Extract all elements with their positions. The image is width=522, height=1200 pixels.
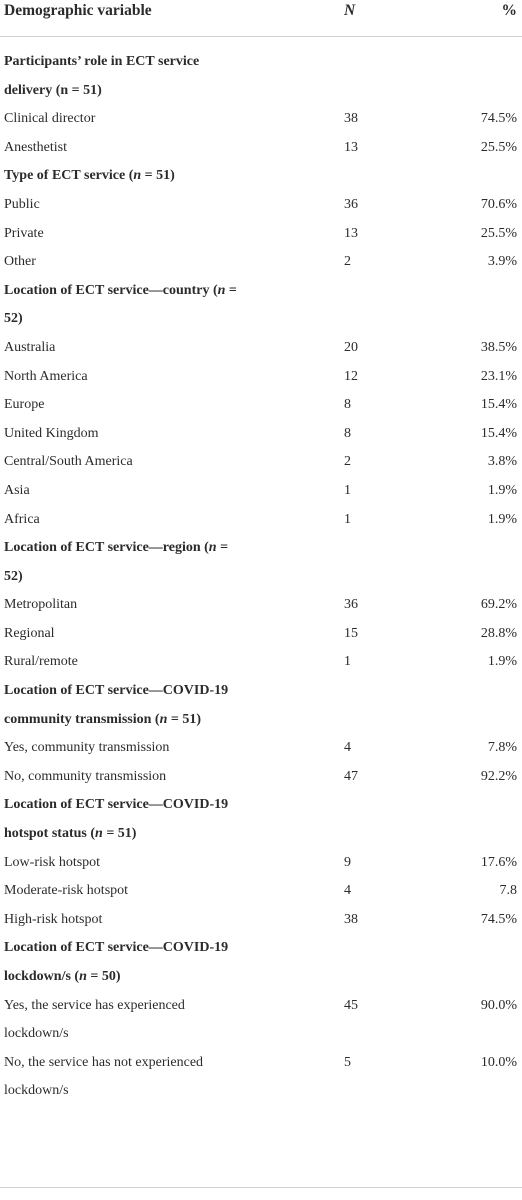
row-label — [0, 1049, 300, 1106]
row-label-text: Clinical director — [4, 111, 96, 127]
row-count: 8 — [344, 397, 351, 413]
row-count: 13 — [344, 225, 358, 241]
row-label — [0, 849, 300, 878]
section-heading-n-symbol: n — [208, 540, 217, 556]
table-row — [0, 849, 522, 878]
row-label-text: No, the service has not experienced lockdown/s — [4, 1054, 204, 1099]
row-label — [0, 877, 300, 906]
section-heading-text — [4, 48, 244, 105]
row-percent: 7.8% — [487, 740, 517, 756]
section-heading-main: Location of ECT service—COVID-19 hotspot status ( — [4, 797, 229, 842]
row-percent: 1.9% — [487, 482, 517, 498]
row-count: 1 — [344, 654, 351, 670]
table-row — [0, 334, 522, 363]
row-count: 45 — [344, 997, 358, 1013]
row-percent: 1.9% — [487, 654, 517, 670]
row-label-text: No, community transmission — [4, 768, 167, 784]
row-label-text: Yes, the service has experienced lockdown/s — [4, 997, 185, 1042]
section-heading-text — [4, 162, 300, 191]
row-percent: 23.1% — [480, 368, 517, 384]
table-row — [0, 448, 522, 477]
row-label — [0, 734, 300, 763]
table-row — [0, 992, 522, 1049]
table-row — [0, 620, 522, 649]
section-heading-row — [0, 791, 522, 848]
section-heading-main: Location of ECT service—COVID-19 community transmission ( — [4, 683, 229, 727]
row-count: 1 — [344, 482, 351, 498]
table-row — [0, 134, 522, 163]
table-row — [0, 363, 522, 392]
section-heading-row — [0, 677, 522, 734]
row-count: 2 — [344, 254, 351, 270]
row-percent: 10.0% — [480, 1054, 517, 1070]
section-heading-main: Location of ECT service—region ( — [4, 540, 209, 556]
table-header — [0, 0, 522, 37]
section-heading-text — [4, 791, 234, 848]
section-heading — [0, 677, 300, 734]
row-percent: 90.0% — [480, 997, 517, 1013]
row-label-text: Australia — [4, 339, 56, 355]
row-percent: 69.2% — [480, 597, 517, 613]
row-label — [0, 248, 300, 277]
row-label — [0, 906, 300, 935]
section-heading — [0, 534, 300, 591]
row-label-text: Yes, community transmission — [4, 740, 170, 756]
row-percent: 15.4% — [480, 425, 517, 441]
section-heading-main: Location of ECT service—country ( — [4, 282, 218, 298]
row-count: 2 — [344, 454, 351, 470]
section-heading-n-symbol: n — [95, 826, 103, 842]
row-label — [0, 648, 300, 677]
table-row — [0, 477, 522, 506]
row-label-text: High-risk hotspot — [4, 911, 103, 927]
row-count: 1 — [344, 511, 351, 527]
row-label-text: Asia — [4, 482, 30, 498]
row-label — [0, 420, 300, 449]
row-percent: 17.6% — [480, 854, 517, 870]
row-label-text: Private — [4, 225, 44, 241]
row-percent: 74.5% — [480, 911, 517, 927]
row-label — [0, 506, 300, 535]
row-label-text: United Kingdom — [4, 425, 99, 441]
row-count: 20 — [344, 339, 358, 355]
table-row — [0, 220, 522, 249]
section-heading-count: = 50) — [86, 969, 121, 984]
header-n: N — [344, 2, 356, 19]
section-heading-main: Type of ECT service ( — [4, 168, 134, 184]
section-heading-row — [0, 934, 522, 991]
header-percent: % — [501, 2, 517, 19]
table-row — [0, 648, 522, 677]
row-count: 38 — [344, 911, 358, 927]
row-label — [0, 363, 300, 392]
section-heading-row — [0, 48, 522, 105]
row-label — [0, 391, 300, 420]
row-label — [0, 334, 300, 363]
row-percent: 25.5% — [480, 225, 517, 241]
section-heading-n-symbol: n — [159, 711, 168, 727]
row-count: 9 — [344, 854, 351, 870]
row-label-text: Africa — [4, 511, 40, 527]
row-label — [0, 763, 300, 792]
row-label-text: Low-risk hotspot — [4, 854, 101, 870]
section-heading — [0, 277, 300, 334]
row-percent: 15.4% — [480, 397, 517, 413]
section-heading-row — [0, 162, 522, 191]
bottom-rule — [0, 1187, 522, 1188]
row-label-text: Other — [4, 254, 36, 270]
row-label — [0, 134, 300, 163]
table-body — [0, 37, 522, 1106]
row-count: 5 — [344, 1054, 351, 1070]
section-heading-text — [4, 934, 234, 991]
section-heading-main: Location of ECT service—COVID-19 lockdown/s ( — [4, 940, 229, 984]
row-label-text: Metropolitan — [4, 597, 78, 613]
section-heading — [0, 934, 300, 991]
row-count: 36 — [344, 597, 358, 613]
row-percent: 3.9% — [487, 254, 517, 270]
section-heading-row — [0, 277, 522, 334]
row-label — [0, 620, 300, 649]
section-heading — [0, 162, 300, 191]
table-row — [0, 763, 522, 792]
row-percent: 1.9% — [487, 511, 517, 527]
row-label — [0, 477, 300, 506]
row-label — [0, 191, 300, 220]
section-heading-row — [0, 534, 522, 591]
row-label-text: Central/South America — [4, 454, 133, 470]
table-row — [0, 506, 522, 535]
row-label-text: Europe — [4, 397, 45, 413]
row-label-text: North America — [4, 368, 88, 384]
row-label — [0, 105, 300, 134]
section-heading-text — [4, 277, 244, 334]
section-heading-text — [4, 677, 244, 734]
row-count: 47 — [344, 768, 358, 784]
row-label — [0, 591, 300, 620]
section-heading-n-symbol: n — [133, 168, 142, 184]
row-percent: 92.2% — [480, 768, 517, 784]
row-percent: 7.8 — [499, 883, 517, 899]
row-percent: 25.5% — [480, 139, 517, 155]
row-percent: 3.8% — [487, 454, 517, 470]
section-heading-n-symbol: n — [79, 969, 87, 984]
row-label-text: Anesthetist — [4, 139, 67, 155]
table-row — [0, 191, 522, 220]
section-heading-count: = 52) — [4, 282, 237, 327]
header-variable: Demographic variable — [4, 2, 152, 19]
row-count: 8 — [344, 425, 351, 441]
row-count: 12 — [344, 368, 358, 384]
row-count: 38 — [344, 111, 358, 127]
row-label — [0, 992, 300, 1049]
row-percent: 38.5% — [480, 339, 517, 355]
section-heading-text — [4, 534, 244, 591]
section-heading-count: = 51) — [167, 711, 201, 727]
row-count: 36 — [344, 196, 358, 212]
row-label — [0, 220, 300, 249]
table-row — [0, 877, 522, 906]
section-heading-count: = 51) — [141, 168, 175, 184]
row-percent: 70.6% — [480, 196, 517, 212]
row-label-text: Regional — [4, 625, 55, 641]
row-percent: 74.5% — [480, 111, 517, 127]
section-heading-n-symbol: n — [217, 282, 226, 298]
row-label — [0, 448, 300, 477]
table-row — [0, 391, 522, 420]
section-heading-count: = 51) — [102, 826, 137, 842]
row-count: 4 — [344, 883, 351, 899]
section-heading — [0, 791, 300, 848]
table-row — [0, 1049, 522, 1106]
row-count: 15 — [344, 625, 358, 641]
row-label-text: Moderate-risk hotspot — [4, 883, 129, 899]
table-row — [0, 420, 522, 449]
table-row — [0, 105, 522, 134]
section-heading-main: Participants’ role in ECT service delivery (n = 51) — [4, 54, 200, 98]
row-label-text: Public — [4, 196, 40, 212]
table-row — [0, 734, 522, 763]
section-heading-count: = 52) — [4, 540, 229, 584]
row-percent: 28.8% — [480, 625, 517, 641]
section-heading — [0, 48, 300, 105]
table-row — [0, 906, 522, 935]
row-count: 4 — [344, 740, 351, 756]
row-count: 13 — [344, 139, 358, 155]
row-label-text: Rural/remote — [4, 654, 78, 670]
table-row — [0, 248, 522, 277]
table-row — [0, 591, 522, 620]
